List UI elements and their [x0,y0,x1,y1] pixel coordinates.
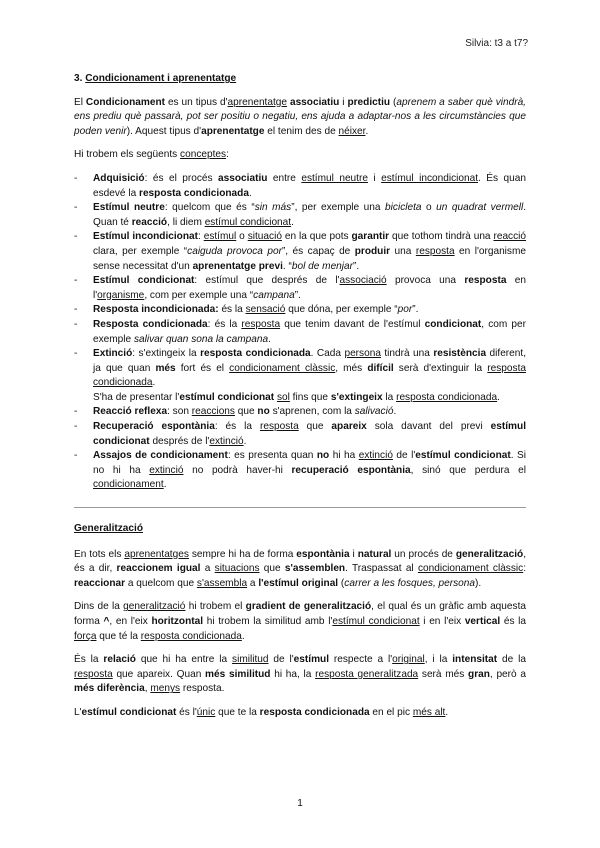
text: s'assemblen [284,563,346,575]
section-title-text: Condicionament i aprenentatge [85,73,237,84]
text: resposta condicionada [140,630,242,642]
text: resistència [433,348,487,360]
text: més alt [412,706,446,718]
list-item [74,405,526,420]
text: resposta. [180,683,225,695]
document-body [74,72,526,730]
text: : és el procés [144,172,219,184]
text: original [392,654,425,666]
text: entre [267,172,302,184]
text: : és la [207,318,242,330]
text: salivació [354,406,394,418]
text: salivar quan sona la campana [133,333,269,345]
text: que apareix. Quan [112,668,206,680]
text: resposta condicionada [93,362,526,389]
text: a quelcom que [125,577,197,589]
text: ”, per exemple una [291,202,386,214]
text: es un tipus d' [165,96,228,108]
text: és l' [176,706,197,718]
text: conceptes [180,149,227,161]
text: similitud [232,654,269,666]
text: el tenim des de [264,125,339,137]
text: generalització [123,601,186,613]
text: , en l'eix [109,616,152,627]
text: hi ha [329,450,359,462]
text: fort és el [175,362,230,374]
text: en el pic [369,706,413,718]
text: o [236,231,248,243]
text: no podrà haver-hi [183,464,292,476]
text: que té la [96,630,141,642]
text: . [497,391,500,403]
text: un quadrat vermell [436,202,524,214]
text: organisme [97,289,145,301]
text: més similitud [205,668,271,680]
term: Resposta condicionada [93,318,208,330]
term: Extinció [93,348,133,360]
text: persona [344,348,381,360]
text: estímul [293,654,330,666]
text: Hi trobem els següents [74,149,181,161]
text: caiguda provoca por [187,245,282,257]
text: i [349,548,358,560]
text: situació [247,231,282,243]
list-item [74,274,526,303]
text: fins que [289,391,331,403]
text: vertical [464,616,501,627]
text: És la [74,654,104,666]
text: la [382,391,397,403]
text: després de l' [149,435,210,447]
text: ( [338,577,345,589]
text: de l' [392,450,416,462]
text: sola davant del previ [366,421,491,433]
text: extinció [209,435,244,447]
generalization-paragraph-3 [74,653,526,697]
section-number: 3. [74,73,83,84]
text: produir [354,245,391,257]
list-item [74,318,526,347]
text: , i la [424,654,453,666]
text: Dins de la [74,601,124,613]
text: espontània [296,548,350,560]
text: és la [218,304,246,316]
text: . [163,479,167,491]
text: aprenentatge [201,125,265,137]
text: sempre hi ha de forma [188,548,297,560]
text: : [523,563,527,575]
generalization-paragraph-4 [74,706,526,721]
text: condicionament [93,479,164,491]
text: estímul neutre [301,172,368,184]
text: difícil [367,362,394,374]
text: en la que pots [281,231,352,243]
text: estímul [203,231,237,243]
text: . [268,333,271,345]
concepts-list [74,172,526,493]
list-item [74,230,526,274]
text: tindrà una [380,348,434,360]
list-item [74,303,526,318]
text: serà d'extinguir la [393,362,488,374]
text: i [367,172,382,184]
text: néixer [338,125,366,137]
page-header-note: Silvia: t3 a t7? [465,38,528,49]
text: és la [500,616,526,627]
text: estímul condicionat [332,616,420,627]
text: en l' [93,275,526,301]
text: associatiu [218,172,268,184]
text: hi ha, la [270,668,316,680]
text: En tots els [74,548,125,560]
text: estímul incondicionat [381,172,479,184]
text: intensitat [452,654,498,666]
text: extinció [358,450,393,462]
term: Estímul incondicionat [93,231,198,243]
list-item [74,420,526,449]
term: Assajos de condicionament [93,450,228,462]
text: més diferència [74,683,145,695]
generalization-paragraph-2 [74,600,526,644]
text: aprenentatge previ [192,260,283,272]
text: a [200,563,215,575]
term: Adquisició [93,172,145,184]
text: resposta condicionada [259,706,370,718]
text: gran [468,668,490,680]
text: , com per exemple una “ [144,289,254,301]
text: ). Aquest tipus d' [126,125,202,137]
text: estímul condicionat [204,216,292,228]
text: Condicionament [85,96,165,108]
intro-paragraph [74,96,526,140]
list-item [74,172,526,201]
text: que hi ha entre la [135,654,233,666]
text: reaccions [191,406,235,418]
text: : quelcom que és “ [164,202,255,214]
text: una [390,245,416,257]
text: ”. [412,304,419,316]
text: . [241,630,245,642]
text: recuperació espontània [291,464,411,476]
text: reaccionar [74,577,126,589]
text: serà més [418,668,469,680]
text: sol [276,391,290,403]
section-title [74,72,526,87]
text: , [144,683,151,695]
text: resposta condicionada [139,187,249,199]
text: , més [335,362,368,374]
text: . Quan té [93,202,527,228]
text: . [365,125,369,137]
text: , li diem [167,216,205,228]
extinction-note [93,391,526,406]
list-item [74,449,526,493]
text: resposta [74,668,113,680]
text: . “ [282,260,292,272]
text: ”. [294,289,301,301]
generalization-paragraph-1 [74,548,526,592]
text: predictiu [347,96,391,108]
text: bicicleta [385,202,422,214]
text: provoca una [386,275,465,287]
term: Estímul condicionat [93,275,195,287]
section-divider [74,507,526,508]
text: , és a dir, [74,548,526,575]
text: ( [390,96,397,108]
text: bol de menjar [291,260,354,272]
text: aprenem a saber què vindrà, ens prediu què passarà, pot ser positiu o negatiu, ens ajuda a adaptar-nos a les circumstàncies que poden venir [74,96,526,137]
generalization-title: Generalització [74,523,144,535]
text: més [155,362,176,374]
text: menys [150,683,181,695]
text: relació [103,654,136,666]
text: resposta [259,421,299,433]
text: . Traspassat al [345,563,418,575]
text: . Cada [310,348,345,360]
text: ”, és capaç de [281,245,355,257]
text: resposta generalitzada [315,668,419,680]
text: , però a [489,668,526,680]
text: . [393,406,397,418]
text: força [74,630,97,642]
text: : es presenta quan [227,450,317,462]
list-item [74,201,526,230]
text: . [445,706,449,718]
text: , com per exemple [93,318,526,345]
text: condicionament clàssic [229,362,336,374]
text: gradient de generalització [245,601,372,613]
text: que [234,406,258,418]
text: : s'extingeix la [132,348,201,360]
text: diferent, ja que quan [93,348,527,374]
concepts-intro [74,148,526,163]
text: l'estímul original [258,577,339,589]
text: estímul condicionat [81,706,177,718]
text: respecte a l' [329,654,393,666]
term: Recuperació espontània [93,421,215,433]
text: que [298,421,332,433]
text: garantir [351,231,390,243]
text: s'extingeix [330,391,383,403]
text: únic [196,706,216,718]
text: . [152,377,156,389]
text: associació [339,275,387,287]
term: Resposta incondicionada: [93,304,219,316]
text: de l' [268,654,294,666]
text: L' [74,706,82,718]
text: condicionat [424,318,482,330]
text: resposta [415,245,455,257]
text: sin más [254,202,292,214]
text: . [291,216,294,228]
text: i en l'eix [419,616,465,627]
text: un procés de [391,548,456,560]
text: i [339,96,348,108]
text: que tothom tindrà una [389,231,494,243]
text: de la [497,654,526,666]
text: resposta [241,318,281,330]
text: resposta [464,275,507,287]
text: : és la [214,421,260,433]
text: , el qual és un gràfic amb aquesta forma [74,601,526,627]
text: en l'organisme sense necessitat d'un [93,245,526,272]
text: natural [357,548,392,560]
text: que [259,563,285,575]
text: estímul condicionat [179,391,275,403]
text: aprenentatge [227,96,288,108]
text: no [257,406,270,418]
text: resposta condicionada [396,391,498,403]
text: El [74,96,86,108]
text: horitzontal [151,616,204,627]
text: . Si no hi ha [93,450,526,476]
text: : [197,231,204,243]
text: reacció [493,231,527,243]
text: : son [167,406,192,418]
text: carrer a les fosques, persona [344,577,476,589]
term: Estímul neutre [93,202,165,214]
text: clara, per exemple “ [93,245,188,257]
text: ). [475,577,482,589]
text: condicionament clàssic [417,563,524,575]
text: campana [253,289,295,301]
text: . [243,435,247,447]
page-number: 1 [297,798,303,809]
text: reaccionem igual [116,563,201,575]
text: reacció [131,216,168,228]
text: s'assembla [196,577,248,589]
text: associatiu [287,96,340,108]
text: que tenim davant de l'estímul [280,318,425,330]
text: , sinó que perdura el [410,464,526,476]
list-item [74,347,526,405]
text: : estímul que després de l' [194,275,340,287]
text: apareix [331,421,367,433]
text: por [397,304,413,316]
text: generalització [455,548,524,560]
caret-symbol: ^ [103,616,110,627]
text: a [247,577,259,589]
text: hi trobem la similitud amb l' [203,616,333,627]
text: S'ha de presentar l' [93,391,180,403]
text: no [316,450,330,462]
text: resposta condicionada [200,348,311,360]
text: aprenentatges [124,548,189,560]
text: ”. [353,260,360,272]
text: estímul condicionat [415,450,511,462]
text: que dóna, per exemple “ [285,304,398,316]
text: : [226,149,229,161]
text: situacions [214,563,260,575]
text: o [421,202,437,214]
text: sensació [245,304,286,316]
text: hi trobem el [185,601,246,613]
text: s'aprenen, com la [269,406,355,418]
term: Reacció reflexa [93,406,168,418]
text: . És quan esdevé la [93,172,526,199]
text: que te la [215,706,260,718]
text: . [248,187,252,199]
text: estímul condicionat [93,421,526,447]
text: extinció [149,464,184,476]
